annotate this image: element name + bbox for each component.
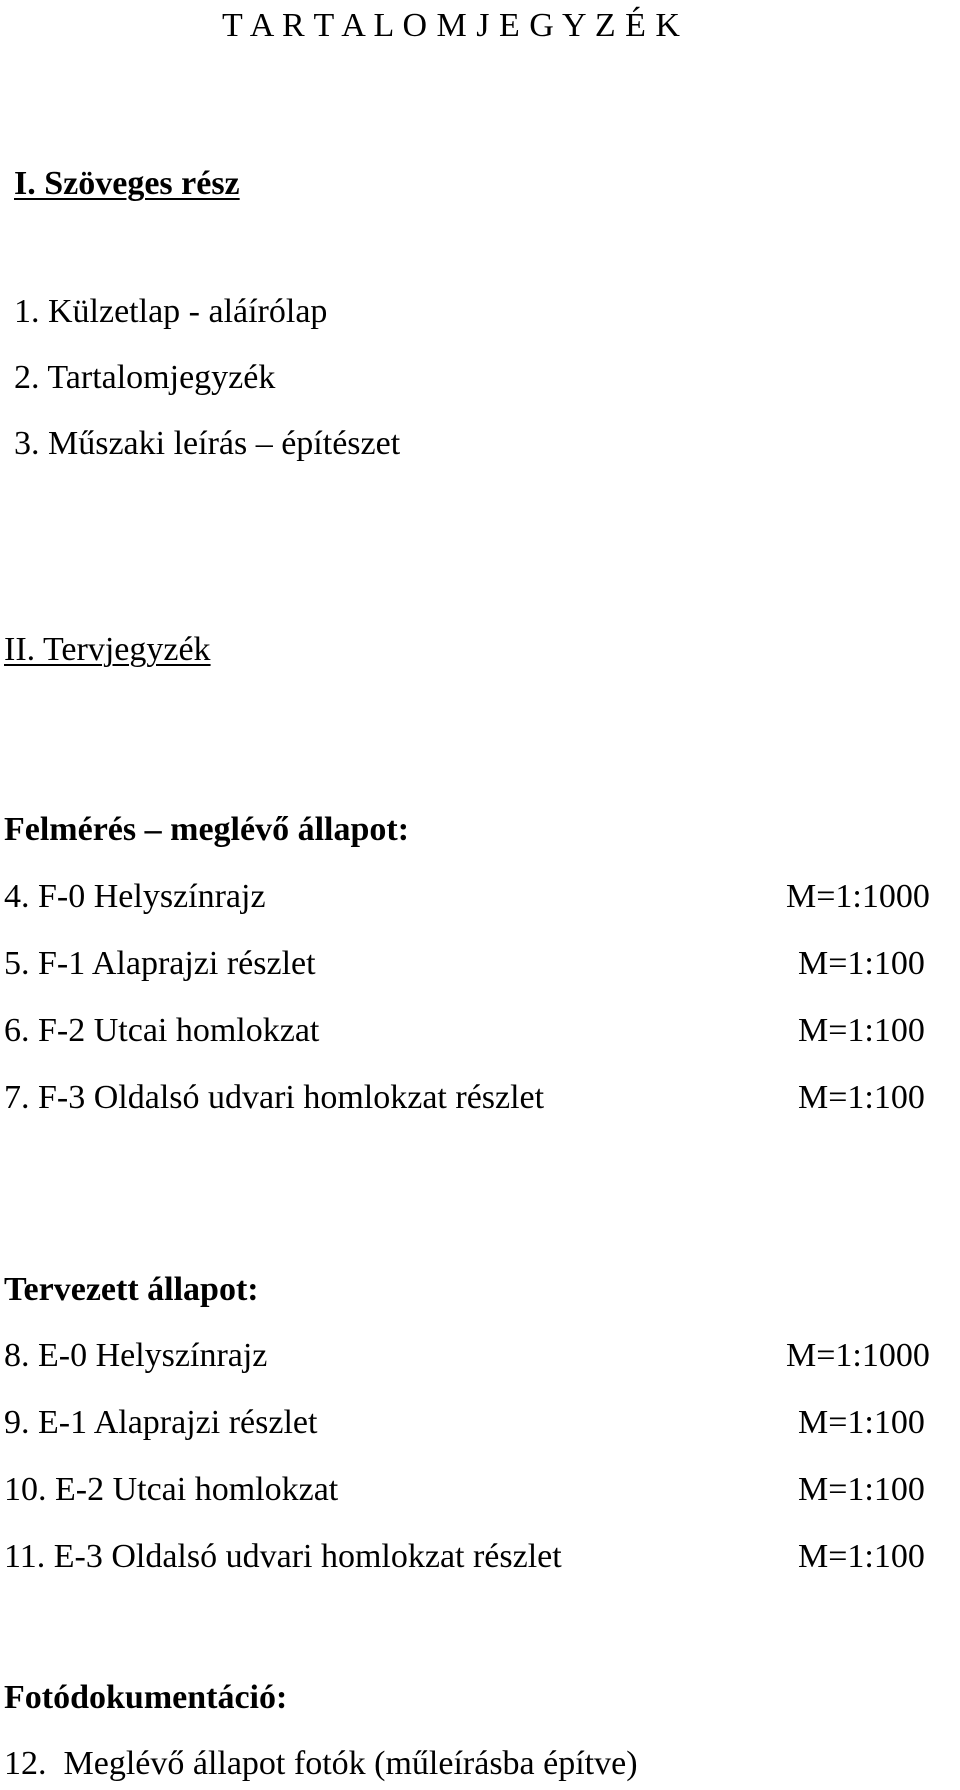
plan-row-label: 8. E-0 Helyszínrajz [4, 1337, 268, 1374]
list-item: 3. Műszaki leírás – építészet [14, 425, 401, 462]
plan-row-label: 6. F-2 Utcai homlokzat [4, 1012, 320, 1049]
plan-row-label: 10. E-2 Utcai homlokzat [4, 1471, 339, 1508]
page-title: T A R T A L O M J E G Y Z É K [222, 7, 681, 44]
list-item: 1. Külzetlap - aláírólap [14, 293, 328, 330]
plan-row-label: 4. F-0 Helyszínrajz [4, 878, 266, 915]
plan-row-scale: M=1:1000 [786, 878, 930, 915]
list-item: 2. Tartalomjegyzék [14, 359, 276, 396]
plan-row-scale: M=1:100 [798, 1404, 925, 1441]
plan-row-label: 11. E-3 Oldalsó udvari homlokzat részlet [4, 1538, 562, 1575]
list-item: 12. Meglévő állapot fotók (műleírásba építve) [4, 1745, 638, 1782]
plan-row-label: 7. F-3 Oldalsó udvari homlokzat részlet [4, 1079, 545, 1116]
plan-row-scale: M=1:100 [798, 945, 925, 982]
plan-row-scale: M=1:100 [798, 1012, 925, 1049]
plan-row-scale: M=1:100 [798, 1471, 925, 1508]
section-heading-plans: II. Tervjegyzék [4, 631, 211, 668]
section-heading-text: I. Szöveges rész [14, 165, 240, 202]
plan-row-label: 9. E-1 Alaprajzi részlet [4, 1404, 318, 1441]
subheading-existing: Felmérés – meglévő állapot: [4, 811, 410, 848]
plan-row-scale: M=1:1000 [786, 1337, 930, 1374]
plan-row-scale: M=1:100 [798, 1079, 925, 1116]
subheading-planned: Tervezett állapot: [4, 1271, 259, 1308]
plan-row-label: 5. F-1 Alaprajzi részlet [4, 945, 316, 982]
subheading-photos: Fotódokumentáció: [4, 1679, 288, 1716]
plan-row-scale: M=1:100 [798, 1538, 925, 1575]
